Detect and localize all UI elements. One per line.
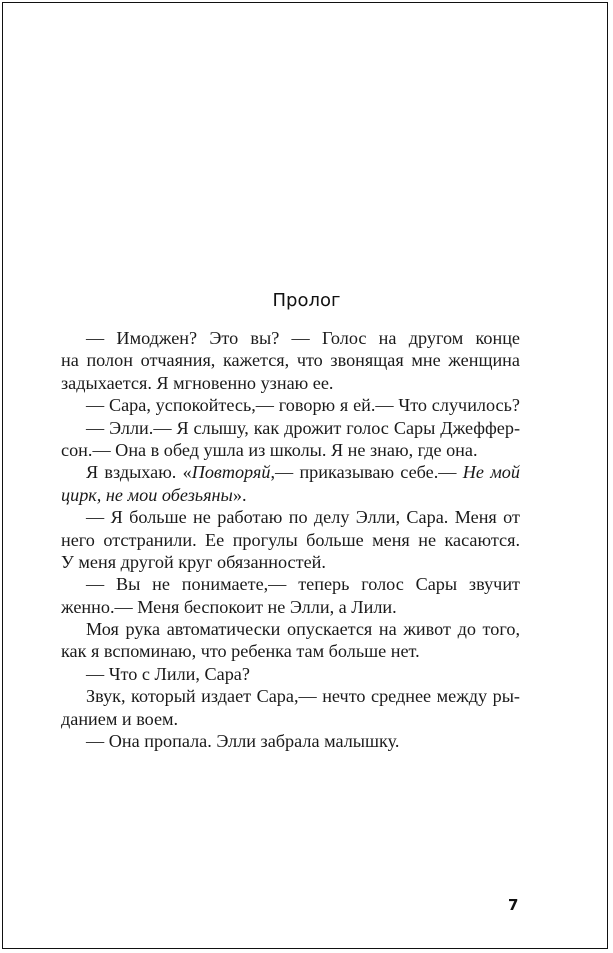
text-line: — Элли.— Я слышу, как дрожит голос Сары Джеффер- <box>86 417 520 438</box>
italic-text: Не мой <box>462 462 520 483</box>
text-line: — Она пропала. Элли забрала малышку. <box>86 731 400 752</box>
text-line: Моя рука автоматически опускается на живот до того, <box>86 619 520 640</box>
chapter-title: Пролог <box>272 290 341 311</box>
text-line: него отстранили. Ее прогулы больше меня не касаются. <box>61 529 520 550</box>
text-line: сон.— Она в обед ушла из школы. Я не знаю, где она. <box>61 439 478 460</box>
text-line: как я вспоминаю, что ребенка там больше нет. <box>61 641 420 662</box>
text-line <box>61 484 520 506</box>
text-line: — Вы не понимаете,— теперь голос Сары звучит <box>86 574 520 595</box>
text-line: — Я больше не работаю по делу Элли, Сара. Меня от <box>86 507 520 528</box>
italic-text: Повторяй <box>191 462 271 483</box>
text-line <box>61 461 520 483</box>
text-span: ,— приказываю себе.— <box>270 462 463 483</box>
text-span: ». <box>232 484 247 505</box>
text-line: на полон отчаяния, кажется, что звонящая мне женщина <box>61 350 520 371</box>
text-line: данием и воем. <box>61 708 179 729</box>
text-line: Звук, который издает Сара,— нечто среднее между ры- <box>86 686 520 707</box>
text-span: Я вздыхаю. « <box>86 462 192 483</box>
text-line: задыхается. Я мгновенно узнаю ее. <box>61 372 334 393</box>
italic-text: цирк, не мои обезьяны <box>61 484 233 505</box>
page-number: 7 <box>508 896 519 914</box>
text-line: У меня другой круг обязанностей. <box>61 551 326 572</box>
text-line: — Имоджен? Это вы? — Голос на другом конце <box>86 328 520 348</box>
text-line: — Что с Лили, Сара? <box>86 663 250 684</box>
chapter-text <box>61 327 520 752</box>
text-line: женно.— Меня беспокоит не Элли, а Лили. <box>61 596 397 617</box>
text-line: — Сара, успокойтесь,— говорю я ей.— Что случилось? <box>86 395 520 416</box>
